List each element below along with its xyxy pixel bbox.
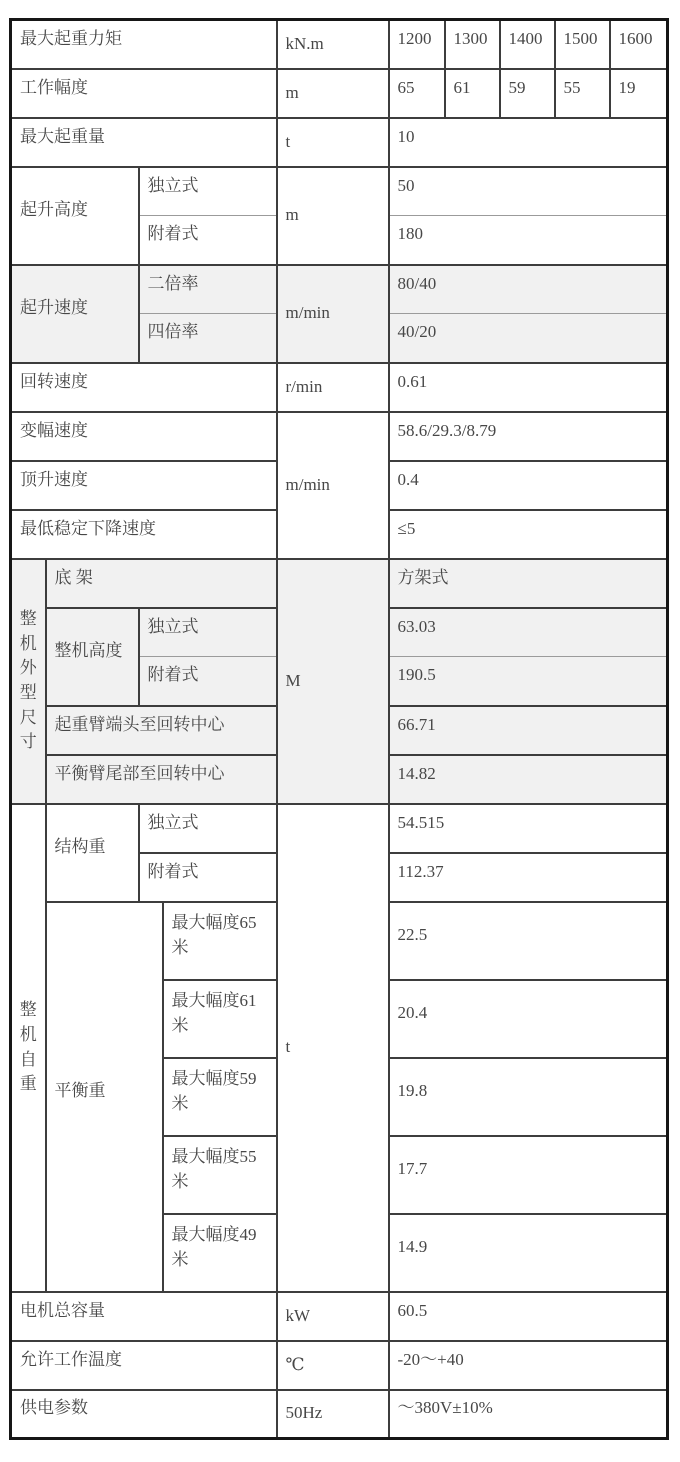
hoisting-speed-two-rate-value: 80/40 xyxy=(389,265,668,314)
max-moment-label: 最大起重力矩 xyxy=(11,20,277,69)
counterweight-item-value: 20.4 xyxy=(389,980,668,1058)
min-descent-speed-label: 最低稳定下降速度 xyxy=(11,510,277,559)
counterweight-item-value: 14.9 xyxy=(389,1214,668,1292)
max-moment-value: 1300 xyxy=(445,20,500,69)
power-supply-value: ～380V±10% xyxy=(389,1390,668,1439)
lifting-height-label: 起升高度 xyxy=(11,167,139,265)
counterweight-item-label: 最大幅度59米 xyxy=(163,1058,277,1136)
overall-height-independent-label: 独立式 xyxy=(139,608,277,657)
overall-dimensions-label-text: 整机外型尺寸 xyxy=(19,609,37,752)
speed-group-unit: m/min xyxy=(277,412,389,559)
table-row xyxy=(11,363,668,412)
power-supply-unit: 50Hz xyxy=(277,1390,389,1439)
counterweight-item-value: 17.7 xyxy=(389,1136,668,1214)
table-row xyxy=(11,118,668,167)
jib-head-to-center-value: 66.71 xyxy=(389,706,668,755)
table-row xyxy=(11,412,668,461)
counterweight-item-label: 最大幅度55米 xyxy=(163,1136,277,1214)
table-row xyxy=(11,804,668,853)
slewing-speed-value: 0.61 xyxy=(389,363,668,412)
table-row xyxy=(11,1341,668,1390)
counterweight-item-value: 19.8 xyxy=(389,1058,668,1136)
table-row xyxy=(11,559,668,608)
lifting-height-independent-label: 独立式 xyxy=(139,167,277,216)
counter-jib-to-center-label: 平衡臂尾部至回转中心 xyxy=(46,755,277,804)
counterweight-item-label: 最大幅度49米 xyxy=(163,1214,277,1292)
overall-dimensions-label xyxy=(11,559,46,804)
max-capacity-label: 最大起重量 xyxy=(11,118,277,167)
total-weight-label xyxy=(11,804,46,1292)
hoisting-speed-four-rate-value: 40/20 xyxy=(389,314,668,363)
table-row xyxy=(11,20,668,69)
table-row xyxy=(11,1390,668,1439)
luffing-speed-value: 58.6/29.3/8.79 xyxy=(389,412,668,461)
overall-dimensions-unit: M xyxy=(277,559,389,804)
jacking-speed-value: 0.4 xyxy=(389,461,668,510)
structure-weight-attached-label: 附着式 xyxy=(139,853,277,902)
working-temperature-value: -20～+40 xyxy=(389,1341,668,1390)
overall-height-label: 整机高度 xyxy=(46,608,139,706)
min-descent-speed-value: ≤5 xyxy=(389,510,668,559)
motor-capacity-label: 电机总容量 xyxy=(11,1292,277,1341)
slewing-speed-label: 回转速度 xyxy=(11,363,277,412)
counterweight-item-label: 最大幅度65米 xyxy=(163,902,277,980)
total-weight-label-text: 整机自重 xyxy=(19,1000,37,1094)
motor-capacity-unit: kW xyxy=(277,1292,389,1341)
max-moment-value: 1500 xyxy=(555,20,610,69)
working-radius-unit: m xyxy=(277,69,389,118)
jib-head-to-center-label: 起重臂端头至回转中心 xyxy=(46,706,277,755)
counter-jib-to-center-value: 14.82 xyxy=(389,755,668,804)
structure-weight-independent-label: 独立式 xyxy=(139,804,277,853)
base-frame-value: 方架式 xyxy=(389,559,668,608)
table-row xyxy=(11,167,668,216)
motor-capacity-value: 60.5 xyxy=(389,1292,668,1341)
max-moment-unit: kN.m xyxy=(277,20,389,69)
overall-height-attached-label: 附着式 xyxy=(139,657,277,706)
lifting-height-attached-value: 180 xyxy=(389,216,668,265)
max-moment-value: 1400 xyxy=(500,20,555,69)
table-row xyxy=(11,1292,668,1341)
working-temperature-label: 允许工作温度 xyxy=(11,1341,277,1390)
structure-weight-attached-value: 112.37 xyxy=(389,853,668,902)
overall-height-attached-value: 190.5 xyxy=(389,657,668,706)
lifting-height-unit: m xyxy=(277,167,389,265)
table-row xyxy=(11,69,668,118)
jacking-speed-label: 顶升速度 xyxy=(11,461,277,510)
working-radius-value: 65 xyxy=(389,69,445,118)
hoisting-speed-unit: m/min xyxy=(277,265,389,363)
lifting-height-independent-value: 50 xyxy=(389,167,668,216)
counterweight-item-value: 22.5 xyxy=(389,902,668,980)
max-capacity-unit: t xyxy=(277,118,389,167)
hoisting-speed-four-rate-label: 四倍率 xyxy=(139,314,277,363)
total-weight-unit: t xyxy=(277,804,389,1292)
counterweight-label: 平衡重 xyxy=(46,902,163,1292)
crane-spec-table xyxy=(9,18,669,1440)
base-frame-label: 底 架 xyxy=(46,559,277,608)
lifting-height-attached-label: 附着式 xyxy=(139,216,277,265)
working-radius-value: 61 xyxy=(445,69,500,118)
hoisting-speed-two-rate-label: 二倍率 xyxy=(139,265,277,314)
hoisting-speed-label: 起升速度 xyxy=(11,265,139,363)
working-radius-value: 59 xyxy=(500,69,555,118)
max-moment-value: 1600 xyxy=(610,20,668,69)
power-supply-label: 供电参数 xyxy=(11,1390,277,1439)
structure-weight-label: 结构重 xyxy=(46,804,139,902)
max-capacity-value: 10 xyxy=(389,118,668,167)
working-radius-value: 55 xyxy=(555,69,610,118)
structure-weight-independent-value: 54.515 xyxy=(389,804,668,853)
table-row xyxy=(11,265,668,314)
counterweight-item-label: 最大幅度61米 xyxy=(163,980,277,1058)
overall-height-independent-value: 63.03 xyxy=(389,608,668,657)
working-temperature-unit: ℃ xyxy=(277,1341,389,1390)
max-moment-value: 1200 xyxy=(389,20,445,69)
luffing-speed-label: 变幅速度 xyxy=(11,412,277,461)
working-radius-label: 工作幅度 xyxy=(11,69,277,118)
slewing-speed-unit: r/min xyxy=(277,363,389,412)
working-radius-value: 19 xyxy=(610,69,668,118)
